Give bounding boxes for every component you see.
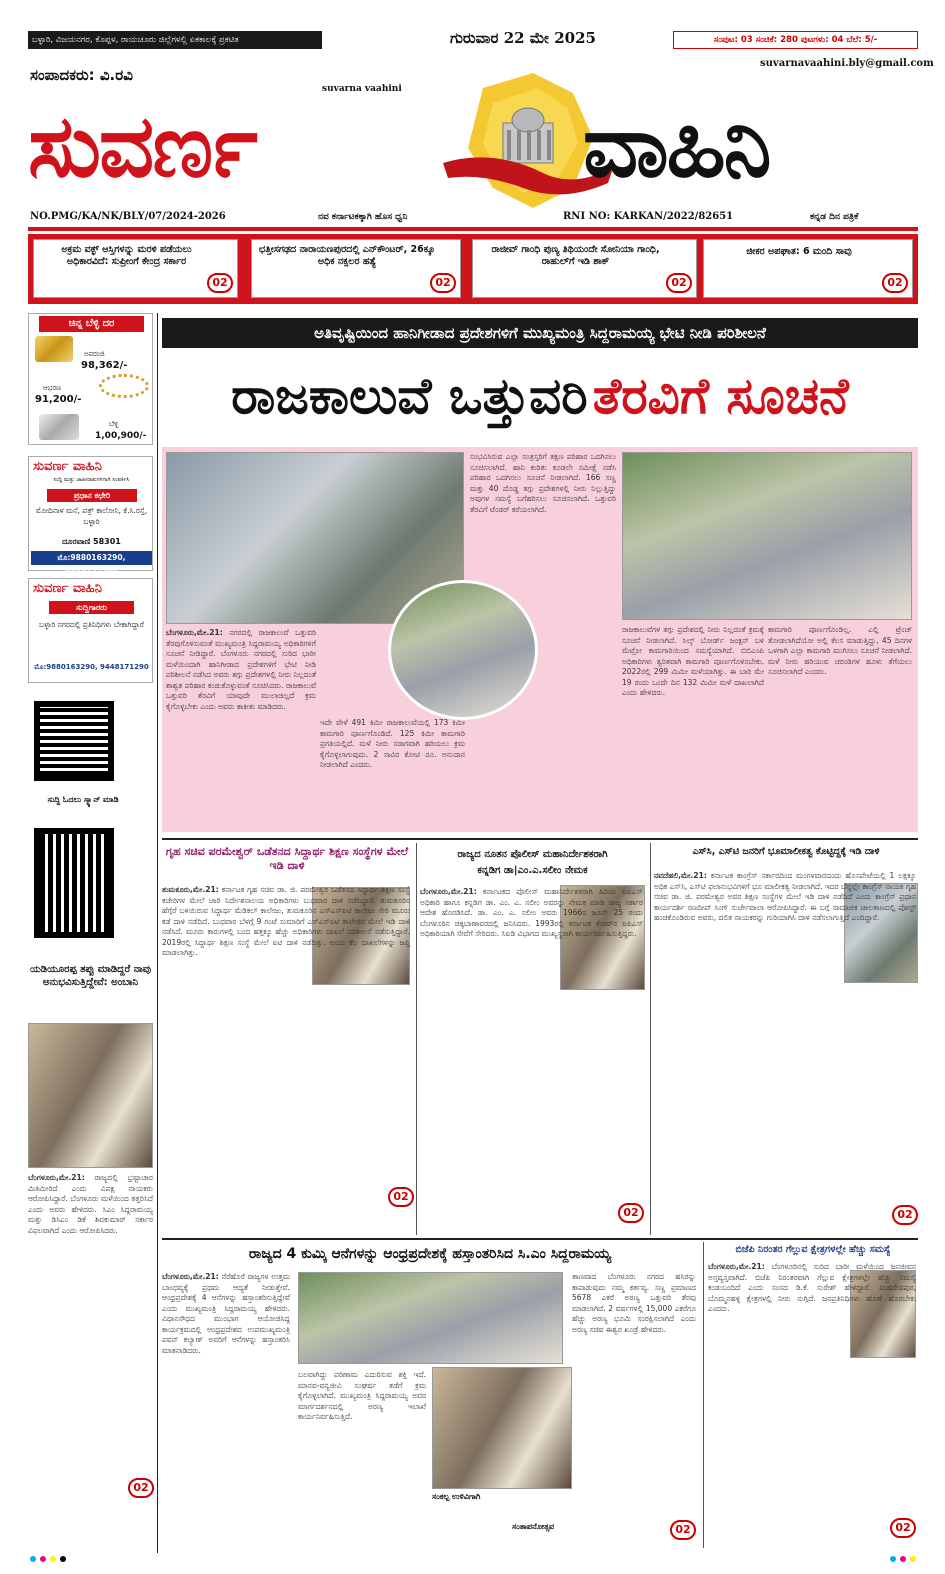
story-text: ಕರ್ನಾಟಕದ ಪೊಲೀಸ್ ಮಹಾನಿರ್ದೇಶಕರಾಗಿ ಹಿರಿಯ ಐಪಿಎಸ್ ಅಧಿಕಾರಿ ಹಾಗೂ ಕನ್ನಡಿಗ ಡಾ. ಎಂ. ಎ. ಸಲೀಂ ಅವರನ್ನು ನೇಮಕ ಮಾಡಿ ರಾಜ್ಯ ಸರ್ಕಾರ ಆದೇಶ ಹೊರಡಿಸಿದೆ. ಡಾ. ಎಂ. ಎ. ಸಲೀಂ ಅವರು 1966ರ ಜೂನ್ 25 ರಂದು ಬೆಂಗಳೂರಿನ ಚಿಕ್ಕಬಾಣಾವರದಲ್ಲಿ ಜನಿಸಿದರು. 1993ರಲ್ಲಿ ಕರ್ನಾಟಕ ಕೇಡರ್‌ನ ಐಪಿಎಸ್ ಅಧಿಕಾರಿಯಾಗಿ ಸೇವೆಗೆ ಸೇರಿದರು. ಸಿಐಡಿ ವಿಭಾಗದ ಮುಖ್ಯಸ್ಥರಾಗಿ ಕಾರ್ಯನಿರ್ವಹಿಸುತ್ತಿದ್ದರು. bbox=[420, 887, 643, 938]
page-badge: 02 bbox=[882, 273, 908, 293]
headline-line-2: ಕನ್ನಡಿಗ ಡಾ|ಎಂ.ಎ.ಸಲೀಂ ನೇಮಕ bbox=[477, 865, 588, 876]
gold-value-1: 98,362/- bbox=[81, 360, 128, 371]
gold-label-1: ಅಪರಂಜಿ bbox=[84, 350, 105, 358]
teaser-3[interactable] bbox=[472, 239, 697, 298]
col-divider bbox=[416, 843, 417, 1235]
page-badge: 02 bbox=[666, 273, 692, 293]
editor-line: ಸಂಪಾದಕರು: ವಿ.ರವಿ bbox=[30, 66, 133, 84]
lead-col-3 bbox=[470, 452, 616, 828]
teaser-text: ಜೀಕರ ಅಪಘಾತ: 6 ಮಂದಿ ಸಾವು bbox=[746, 246, 852, 257]
rni-number: RNI NO: KARKAN/2022/82651 bbox=[563, 211, 734, 222]
districts-banner: ಬಳ್ಳಾರಿ, ವಿಜಯನಗರ, ಕೊಪ್ಪಳ, ರಾಯಚೂರು ಜಿಲ್ಲೆಗಳಲ್ಲಿ ಏಕಕಾಲಕ್ಕೆ ಪ್ರಕಟಿತ bbox=[28, 31, 322, 49]
qr-code-1[interactable] bbox=[34, 701, 114, 781]
page-badge: 02 bbox=[128, 1478, 154, 1498]
masthead-title bbox=[28, 90, 918, 210]
story-text: ಕರ್ನಾಟಕ ಕಾಂಗ್ರೆಸ್ ಸರ್ಕಾರದಿಂದ ಮಂಗಳವಾರದಂದು ಹೊಸಪೇಟೆಯಲ್ಲಿ 1 ಲಕ್ಷಕ್ಕೂ ಅಧಿಕ ಎಸ್‌ಸಿ, ಎಸ್‌ಟಿ ಫಲಾನುಭವಿಗಳಿಗೆ ಭೂ ಮಾಲೀಕತ್ವ ನೀಡಲಾಗಿದೆ. ಇದರ ಬೆನ್ನಲ್ಲೇ ಕಾಂಗ್ರೆಸ್ ನಾಯಕ ಗೃಹ ಸಚಿವ ಡಾ. ಜಿ. ಪರಮೇಶ್ವರ ಅವರ ಶಿಕ್ಷಣ ಸಂಸ್ಥೆಗಳ ಮೇಲೆ ಇಡಿ ದಾಳಿ ನಡೆದಿದೆ ಎಂದು ಕಾಂಗ್ರೆಸ್ ಪ್ರಧಾನ ಕಾರ್ಯದರ್ಶಿ ರಣದೀಪ್ ಸಿಂಗ್ ಸುರ್ಜೇವಾಲಾ ಆರೋಪಿಸಿದ್ದಾರೆ. ಈ ಬಗ್ಗೆ ಸಾಮಾಜಿಕ ಜಾಲತಾಣದಲ್ಲಿ ಪೋಸ್ಟ್ ಹಂಚಿಕೊಂಡಿರುವ ಅವರು, ದಲಿತ ನಾಯಕರನ್ನು ಗುರಿಯಾಗಿಸಿ ದಾಳಿ ನಡೆಸಲಾಗುತ್ತಿದೆ ಎಂದಿದ್ದಾರೆ. bbox=[654, 871, 916, 922]
office-ad bbox=[28, 456, 153, 576]
ad-address: ಮೋದಿನಾಳ ಮನೆ, ಪತ್ರ್ ಕಾಲೋನಿ, ಕೆ.ಸಿ.ರಸ್ತೆ, ಬಳ್ಳಾರಿ bbox=[35, 506, 148, 526]
page-badge: 02 bbox=[890, 1518, 916, 1538]
dateline: ಬೆಂಗಳೂರು,ಮೇ.21: bbox=[708, 1262, 765, 1271]
ad-sub: ಸುದ್ದಿಗಾರರು bbox=[49, 601, 134, 614]
ad-mobile: ಮೊ:9880163290, 9448171290 bbox=[34, 663, 149, 671]
col-text: ಬಲವಾಗಿದ್ದು ಪರಿಣಾಮ ಎದುರಿಸುವ ಶಕ್ತಿ ಇದೆ. ಮಾನವ-ವನ್ಯಜೀವಿ ಸಂಘರ್ಷ ತಡೆಗೆ ಕ್ರಮ ಕೈಗೊಳ್ಳಲಾಗಿದೆ. ಮುಖ್ಯಮಂತ್ರಿ ಸಿದ್ದರಾಮಯ್ಯ ಅವರ ಮಾರ್ಗದರ್ಶನದಲ್ಲಿ ಅರಣ್ಯ ಇಲಾಖೆ ಕಾರ್ಯನಿರ್ವಹಿಸುತ್ತಿದೆ. bbox=[298, 1370, 426, 1421]
color-dot-cyan bbox=[890, 1556, 896, 1562]
page-badge: 02 bbox=[430, 273, 456, 293]
tagline: ನವ ಕರ್ನಾಟಕಕ್ಕಾಗಿ ಹೊಸ ಧ್ವನಿ bbox=[318, 212, 408, 222]
lead-col-2 bbox=[320, 628, 465, 828]
sidebar bbox=[28, 313, 153, 1553]
lead-col-1 bbox=[166, 628, 316, 828]
page-badge: 02 bbox=[892, 1205, 918, 1225]
col-text: ನೆರೆಹೊರೆ ರಾಜ್ಯಗಳ ಉತ್ತಮ ಬಾಂಧವ್ಯಕ್ಕೆ ಪ್ರಥಮ ಆದ್ಯತೆ ನೀಡುತ್ತೇವೆ. ಆಂಧ್ರಪ್ರದೇಶಕ್ಕೆ 4 ಆನೆಗಳನ್ನು ಹಸ್ತಾಂತರಿಸುತ್ತಿದ್ದೇವೆ ಎಂದು ಮುಖ್ಯಮಂತ್ರಿ ಸಿದ್ದರಾಮಯ್ಯ ಹೇಳಿದರು. ವಿಧಾನಸೌಧದ ಮುಂಭಾಗ ಆಯೋಜಿಸಿದ್ದ ಕಾರ್ಯಕ್ರಮದಲ್ಲಿ ಆಂಧ್ರಪ್ರದೇಶದ ಉಪಮುಖ್ಯಮಂತ್ರಿ ಪವನ್ ಕಲ್ಯಾಣ್ ಅವರಿಗೆ ಆನೆಗಳನ್ನು ಹಸ್ತಾಂತರಿಸಿ ಮಾತನಾಡಿದರು. bbox=[162, 1272, 290, 1355]
handover-photo bbox=[298, 1272, 563, 1364]
story-text: ಬೆಂಗಳೂರಿನಲ್ಲಿ ಸುರಿದ ಭಾರೀ ಮಳೆಯಿಂದ ಜನಜೀವನ ಅಸ್ತವ್ಯಸ್ತವಾಗಿದೆ. ಬಿಜೆಪಿ ನಿರಂತರವಾಗಿ ಗೆಲ್ಲುವ ಕ್ಷೇತ್ರಗಳಲ್ಲೇ ಹೆಚ್ಚು ಸಮಸ್ಯೆ ಕಂಡುಬಂದಿದೆ ಎಂದು ಸಂಸದ ಡಿ.ಕೆ. ಸುರೇಶ್ ಹೇಳಿದ್ದಾರೆ. ಮಹದೇವಪುರ, ಬೊಮ್ಮನಹಳ್ಳಿ ಕ್ಷೇತ್ರಗಳಲ್ಲಿ ನೀರು ನುಗ್ಗಿದೆ. ಜನಪ್ರತಿನಿಧಿಗಳು ಹೊಣೆ ಹೊರಬೇಕು ಎಂದರು. bbox=[708, 1262, 916, 1313]
title-right: ವಾಹಿನಿ bbox=[583, 97, 770, 197]
gold-title: ಚಿನ್ನ ಬೆಳ್ಳಿ ದರ bbox=[39, 316, 144, 332]
dateline: ಬೆಂಗಳೂರು,ಮೇ.21: bbox=[420, 887, 477, 896]
page-badge: 02 bbox=[207, 273, 233, 293]
story-elephants[interactable] bbox=[162, 1242, 698, 1548]
gold-rate-box bbox=[28, 313, 153, 445]
gold-label-3: ಬೆಳ್ಳಿ bbox=[109, 420, 119, 428]
lead-photo-2 bbox=[622, 452, 912, 620]
page-badge: 02 bbox=[388, 1187, 414, 1207]
page-badge: 02 bbox=[618, 1203, 644, 1223]
story-body bbox=[708, 1262, 916, 1544]
ad-text: ಬಳ್ಳಾರಿ ನಗರದಲ್ಲಿ ಪ್ರತಿನಿಧಿಗಳು ಬೇಕಾಗಿದ್ದಾರೆ bbox=[39, 620, 144, 629]
col-text: ತಾಣವಾದ ಬೆಂಗಳೂರು ನಗರದ ಹಸಿರನ್ನು ಕಾಪಾಡುವುದು ನಮ್ಮ ಕರ್ತವ್ಯ. ಸಣ್ಣ ಪ್ರಮಾಣದ 5678 ಎಕರೆ ಅರಣ್ಯ ಒತ್ತುವರಿ ತೆರವು ಮಾಡಲಾಗಿದೆ. 2 ವರ್ಷಗಳಲ್ಲಿ 15,000 ಎಕರೆಗೂ ಹೆಚ್ಚು ಅರಣ್ಯ ಭೂಮಿ ಸಂರಕ್ಷಿಸಲಾಗಿದೆ ಎಂದು ಅರಣ್ಯ ಸಚಿವ ಈಶ್ವರ ಖಂಡ್ರೆ ಹೇಳಿದರು. bbox=[572, 1272, 696, 1334]
silver-bars-icon bbox=[39, 414, 79, 440]
ad-label: ಪ್ರಧಾನ ಕಛೇರಿ bbox=[47, 489, 137, 502]
gold-value-3: 1,00,900/- bbox=[95, 431, 147, 441]
dateline: ಬೆಂಗಳೂರು,ಮೇ.21: bbox=[166, 628, 223, 637]
lead-col-5 bbox=[768, 625, 912, 828]
title-left: ಸುವರ್ಣ bbox=[28, 97, 256, 197]
story-bjp[interactable] bbox=[708, 1242, 918, 1548]
ad-mobile: ಮೊ:9880163290, 9448171290 bbox=[31, 551, 152, 565]
qr-caption: ಸುದ್ದಿ ಓದಲು ಸ್ಕ್ಯಾನ್ ಮಾಡಿ bbox=[47, 795, 119, 804]
teaser-text: ರಾಜೀವ್ ಗಾಂಧಿ ಪುಣ್ಯ ತಿಥಿಯಂದೇ ಸೋನಿಯಾ ಗಾಂಧಿ, ರಾಹುಲ್‌ಗೆ ಇಡಿ ಶಾಕ್ bbox=[491, 244, 660, 267]
paper-type: ಕನ್ನಡ ದಿನ ಪತ್ರಿಕೆ bbox=[810, 212, 859, 222]
elephant-col-1 bbox=[162, 1272, 290, 1544]
col-text: ಸಂಭವಿಸಿರುವ ಎಲ್ಲಾ ಸಂತ್ರಸ್ತರಿಗೆ ತಕ್ಷಣ ಪರಿಹಾರ ಒದಗಿಸಲು ಸೂಚಿಸಲಾಗಿದೆ. ಹಾನಿ ಕುರಿತು ಕೂಡಲೇ ಸಮೀಕ್ಷೆ ನಡೆಸಿ ಪರಿಹಾರ ಒದಗಿಸಲು ಸೂಚನೆ ನೀಡಲಾಗಿದೆ. 166 ಸಣ್ಣ ಮತ್ತು 40 ದೊಡ್ಡ ತಗ್ಗು ಪ್ರದೇಶಗಳಲ್ಲಿ ನೀರು ನಿಲ್ಲುತ್ತಿದ್ದು ಅವುಗಳ ಸಮಸ್ಯೆ ಬಗೆಹರಿಸಲು ಸೂಚಿಸಲಾಗಿದೆ. ಒತ್ತುವರಿ ತೆರವಿಗೆ ಟೆಂಡರ್ ಕರೆಯಲಾಗಿದೆ. bbox=[470, 452, 616, 514]
color-dot-magenta bbox=[900, 1556, 906, 1562]
color-dot-yellow bbox=[910, 1556, 916, 1562]
story-sc-st[interactable] bbox=[654, 843, 918, 1235]
reg-number: NO.PMG/KA/NK/BLY/07/2024-2026 bbox=[30, 211, 226, 222]
lead-headline bbox=[162, 352, 918, 440]
masthead-rule bbox=[28, 227, 918, 231]
top-strip bbox=[28, 31, 918, 51]
col-divider bbox=[650, 843, 651, 1235]
jewellery-icon bbox=[99, 374, 149, 398]
story-police[interactable] bbox=[420, 843, 645, 1235]
story-text: ಕರ್ನಾಟಕ ಗೃಹ ಸಚಿವ ಡಾ. ಜಿ. ಪರಮೇಶ್ವರ ಒಡೆತನದ ಸಿದ್ದಾರ್ಥ ಶಿಕ್ಷಣ ಸಂಸ್ಥೆ ಕಚೇರಿಗಳ ಮೇಲೆ ಜಾರಿ ನಿರ್ದೇಶನಾಲಯ ಅಧಿಕಾರಿಗಳು ಬುಧವಾರ ದಾಳಿ ನಡೆಸಿದ್ದಾರೆ. ತುಮಕೂರಿನ ಹೆಗ್ಗೆರೆ ಬಳಿಯಿರುವ ಸಿದ್ದಾರ್ಥ ಮೆಡಿಕಲ್ ಕಾಲೇಜು, ತುಮಕೂರಿನ ಎಸ್‌ಎಸ್‌ಐಟಿ ಕಾಲೇಜು ಸೇರಿ ಮೂರು ಕಡೆ ದಾಳಿ ನಡೆದಿದೆ. ಬುಧವಾರ ಬೆಳಗ್ಗೆ 9 ಗಂಟೆ ಸುಮಾರಿಗೆ ಎಸ್‌ಎಸ್‌ಐಟಿ ಕಾಲೇಜಿನ ಮೇಲೆ ಇಡಿ ದಾಳಿ ನಡೆಸಿದೆ. ಮೂರು ಕಾರುಗಳಲ್ಲಿ ಬಂದ ಹತ್ತಕ್ಕೂ ಹೆಚ್ಚು ಅಧಿಕಾರಿಗಳು ದಾಖಲೆ ಪರಿಶೀಲನೆ ನಡೆಸುತ್ತಿದ್ದಾರೆ. 2019ರಲ್ಲಿ ಸಿದ್ದಾರ್ಥ ಶಿಕ್ಷಣ ಸಂಸ್ಥೆ ಮೇಲೆ ಐಟಿ ದಾಳಿ ನಡೆದಿತ್ತು. ಅಂದು ಕೆಲ ದಾಖಲೆಗಳನ್ನು ಜಪ್ತಿ ಮಾಡಲಾಗಿತ್ತು. bbox=[162, 885, 410, 957]
story-parameshwar[interactable] bbox=[162, 843, 412, 1235]
col-text: ಕಾಮಗಾರಿ ಪೂರ್ಣಗೊಂಡಿಲ್ಲ. ಎಲ್ಲಿ ಟ್ರೆಂಚ್ ತೋಡಲಾಗಿದೆಯೋ ಅಲ್ಲಿ ಕೆಲಸ ಮಾಡುತ್ತಿದ್ದು, 45 ದಿನಗಳ ಒಳಗಾಗಿ ಎಲ್ಲಾ ಕಾಮಗಾರಿ ಮುಗಿಸಲು ಸೂಚನೆ ನೀಡಲಾಗಿದೆ. ಮಳೆ ನೀರು ಹರಿಯುವ ಚರಂಡಿಗಳ ಹೂಳು ತೆಗೆಯಲು ಸೂಚಿಸಲಾಗಿದೆ ಎಂದರು. bbox=[768, 625, 912, 676]
issue-info: ಸಂಪುಟ: 03 ಸಂಚಿಕೆ: 280 ಪುಟಗಳು: 04 ಬೆಲೆ: 5/- bbox=[673, 31, 918, 49]
qr-code-2[interactable] bbox=[34, 828, 114, 938]
caption-2: ಸಂತಾಪನೋತ್ಸವ bbox=[512, 1522, 555, 1531]
color-dot-magenta bbox=[40, 1556, 46, 1562]
dateline: ಬೆಂಗಳೂರು,ಮೇ.21: bbox=[162, 1272, 219, 1281]
color-dot-cyan bbox=[30, 1556, 36, 1562]
row-divider bbox=[162, 838, 918, 840]
elephant-col-3 bbox=[572, 1272, 696, 1544]
email: suvarnavaahini.bly@gmail.com bbox=[760, 58, 934, 69]
elephants-photo bbox=[432, 1367, 572, 1489]
ad-brand: ಸುವರ್ಣ ವಾಹಿನಿ bbox=[33, 581, 102, 596]
story-headline: ಬಿಜೆಪಿ ನಿರಂತರ ಗೆಲ್ಲುವ ಕ್ಷೇತ್ರಗಳಲ್ಲೇ ಹೆಚ್ಚು ಸಮಸ್ಯೆ bbox=[735, 1244, 891, 1255]
ad-brand: ಸುವರ್ಣ ವಾಹಿನಿ bbox=[33, 459, 102, 474]
story-headline: ರಾಜ್ಯದ 4 ಕುಮ್ಕಿ ಆನೆಗಳನ್ನು ಆಂಧ್ರಪ್ರದೇಶಕ್ಕೆ ಹಸ್ತಾಂತರಿಸಿದ ಸಿ.ಎಂ ಸಿದ್ದರಾಮಯ್ಯ bbox=[248, 1246, 612, 1262]
row-divider bbox=[162, 1238, 918, 1240]
teaser-4[interactable] bbox=[703, 239, 913, 298]
headline-red: ತೆರವಿಗೆ ಸೂಚನೆ bbox=[592, 367, 849, 425]
page-badge: 02 bbox=[670, 1520, 696, 1540]
lead-kicker: ಅತಿವೃಷ್ಟಿಯಿಂದ ಹಾನಿಗೀಡಾದ ಪ್ರದೇಶಗಳಿಗೆ ಮುಖ್ಯಮಂತ್ರಿ ಸಿದ್ದರಾಮಯ್ಯ ಭೇಟಿ ನೀಡಿ ಪರಿಶೀಲನೆ bbox=[162, 318, 918, 348]
color-dot-black bbox=[60, 1556, 66, 1562]
col-text: ಇದೇ ವೇಳೆ 491 ಕಿಮೀ ರಾಜಕಾಲುವೆಯಲ್ಲಿ 173 ಕಿಮೀ ಕಾಮಗಾರಿ ಪೂರ್ಣಗೊಂಡಿದೆ. 125 ಕಿಮೀ ಕಾಮಗಾರಿ ಪ್ರಗತಿಯಲ್ಲಿದೆ. ಮಳೆ ನೀರು ಸರಾಗವಾಗಿ ಹರಿಯಲು ಕ್ರಮ ಕೈಗೊಳ್ಳಲಾಗುವುದು. 2 ಸಾವಿರ ಕೋಟಿ ರೂ. ಅನುದಾನ ನೀಡಲಾಗಿದೆ ಎಂದರು. bbox=[320, 718, 465, 769]
side-story-body bbox=[28, 1173, 153, 1398]
dateline: ಬೆಂಗಳೂರು,ಮೇ.21: bbox=[28, 1173, 85, 1182]
teaser-text: ಅಕ್ರಮ ವಕ್ಫ್ ಆಸ್ತಿಗಳನ್ನು ಮರಳಿ ಪಡೆಯಲು ಅಧಿಕಾರವಿದೆ: ಸುಪ್ರೀಂಗೆ ಕೇಂದ್ರ ಸರ್ಕಾರ bbox=[61, 244, 192, 267]
dateline: ತುಮಕೂರು,ಮೇ.21: bbox=[162, 885, 219, 894]
col-text: ರಾಜಕಾಲುವೆಗಳ ತಗ್ಗು ಪ್ರದೇಶದಲ್ಲಿ ನೀರು ನಿಲ್ಲದಂತೆ ಕ್ರಮಕ್ಕೆ ಸೂಚನೆ ನೀಡಲಾಗಿದೆ. ಸಿಲ್ಕ್ ಬೋರ್ಡ್ ಜಂಕ್ಷನ್ ಬಳಿ ಮೆಟ್ರೋ ಕಾಮಗಾರಿಯಿಂದ ಸಮಸ್ಯೆಯಾಗಿದೆ. ಬಿಬಿಎಂಪಿ ಅಧಿಕಾರಿಗಳು ತ್ವರಿತವಾಗಿ ಕಾಮಗಾರಿ ಪೂರ್ಣಗೊಳಿಸಬೇಕು. 2022ರಲ್ಲಿ 299 ಮಿಮೀ ಮಳೆಯಾಗಿತ್ತು. ಈ ಬಾರಿ ಮೇ 19 ರಂದು ಒಂದೇ ದಿನ 132 ಮಿಮೀ ಮಳೆ ದಾಖಲಾಗಿದೆ ಎಂದು ಹೇಳಿದರು. bbox=[622, 625, 764, 697]
teaser-1[interactable] bbox=[33, 239, 238, 298]
story-headline: ಗೃಹ ಸಚಿವ ಪರಮೇಶ್ವರ್ ಒಡೆತನದ ಸಿದ್ದಾರ್ಥ ಶಿಕ್ಷಣ ಸಂಸ್ಥೆಗಳ ಮೇಲೆ ಇಡಿ ದಾಳಿ bbox=[165, 845, 409, 872]
gold-value-2: 91,200/- bbox=[35, 394, 82, 405]
issue-date: ಗುರುವಾರ 22 ಮೇ 2025 bbox=[450, 29, 596, 47]
small-name: suvarna vaahini bbox=[322, 84, 402, 94]
teaser-2[interactable] bbox=[251, 239, 461, 298]
story-body bbox=[420, 887, 643, 1232]
elephant-col-2 bbox=[298, 1370, 426, 1542]
sidebar-divider bbox=[157, 313, 158, 1553]
side-story-photo bbox=[28, 1023, 153, 1168]
teaser-text: ಛತ್ತೀಸಗಢದ ನಾರಾಯಣಪುರದಲ್ಲಿ ಎನ್‌ಕೌಂಟರ್, 26ಕ್ಕೂ ಅಧಿಕ ನಕ್ಸಲರ ಹತ್ಯೆ bbox=[259, 244, 435, 267]
ad-phone: ದೂರವಾಣಿ 58301 bbox=[62, 537, 121, 546]
registration-marks bbox=[30, 1556, 920, 1564]
story-body bbox=[654, 871, 916, 1231]
reporters-ad bbox=[28, 578, 153, 683]
story-headline: ಎಸ್‌ಸಿ, ಎಸ್‌ಟಿ ಜನರಿಗೆ ಭೂಮಾಲೀಕತ್ವ ಕೊಟ್ಟಿದ್ದಕ್ಕೆ ಇಡಿ ದಾಳಿ bbox=[692, 846, 880, 857]
col-text: ನಗರದಲ್ಲಿ ರಾಜಕಾಲುವೆ ಒತ್ತುವರಿ ತೆರವುಗೊಳಿಸುವಂತೆ ಮುಖ್ಯಮಂತ್ರಿ ಸಿದ್ದರಾಮಯ್ಯ ಅಧಿಕಾರಿಗಳಿಗೆ ಸೂಚನೆ ನೀಡಿದ್ದಾರೆ. ಬೆಂಗಳೂರು ನಗರದಲ್ಲಿ ಸುರಿದ ಭಾರೀ ಮಳೆಯಿಂದಾಗಿ ಹಾನಿಗೀಡಾದ ಪ್ರದೇಶಗಳಿಗೆ ಭೇಟಿ ನೀಡಿ ಪರಿಶೀಲನೆ ನಡೆಸಿದ ಅವರು ತಗ್ಗು ಪ್ರದೇಶಗಳಲ್ಲಿ ನೀರು ನಿಲ್ಲದಂತೆ ಶಾಶ್ವತ ಪರಿಹಾರ ಕಂಡುಕೊಳ್ಳುವಂತೆ ಸೂಚಿಸಿದರು. ರಾಜಕಾಲುವೆ ಒತ್ತುವರಿ ತೆರವಿಗೆ ಯಾವುದೇ ಮುಲಾಜಿಲ್ಲದೆ ಕ್ರಮ ಕೈಗೊಳ್ಳಬೇಕು ಎಂದು ಅವರು ತಾಕೀತು ಮಾಡಿದರು. bbox=[166, 628, 316, 711]
gold-bars-icon bbox=[35, 336, 73, 362]
gold-label-2: ಆಭರಣ bbox=[43, 384, 62, 392]
story-body bbox=[162, 885, 410, 1230]
story-text: ರಾಜ್ಯದಲ್ಲಿ ಭ್ರಷ್ಟಾಚಾರ ಮಿತಿಮೀರಿದೆ ಎಂದು ವಿಪಕ್ಷ ನಾಯಕರು ಆರೋಪಿಸಿದ್ದಾರೆ. ಬೆಂಗಳೂರು ಮಳೆಯಿಂದ ತತ್ತರಿಸಿದೆ ಎಂದು ಅವರು ಹೇಳಿದರು. ಸಿಎಂ ಸಿದ್ದರಾಮಯ್ಯ ಮತ್ತು ಡಿಸಿಎಂ ಡಿಕೆ ಶಿವಕುಮಾರ್ ಸರ್ಕಾರ ವಿಫಲವಾಗಿದೆ ಎಂದು ಆರೋಪಿಸಿದರು. bbox=[28, 1173, 153, 1235]
ad-sub: ಸುದ್ದಿ ಮತ್ತು ಜಾಹೀರಾತುಗಳಿಗಾಗಿ ಸಂಪರ್ಕಿಸಿ bbox=[53, 477, 130, 483]
dateline: ನವದೆಹಲಿ,ಮೇ.21: bbox=[654, 871, 707, 880]
headline-black: ರಾಜಕಾಲುವೆ ಒತ್ತುವರಿ bbox=[231, 367, 588, 425]
col-divider bbox=[703, 1242, 704, 1548]
caption-1: ಸಂಕಲ್ಪ ಉಳಿವಿಗಾಗಿ bbox=[432, 1492, 481, 1501]
lead-col-4 bbox=[622, 625, 764, 828]
color-dot-yellow bbox=[50, 1556, 56, 1562]
side-story-headline: ಯಡಿಯೂರಪ್ಪ ತಪ್ಪು ಮಾಡಿದ್ದರೆ ನಾವು ಅನುಭವಿಸುತ್ತಿದ್ದೇವೆ: ಅಂಬಾನಿ bbox=[30, 964, 151, 988]
headline-line-1: ರಾಜ್ಯದ ನೂತನ ಪೊಲೀಸ್ ಮಹಾನಿರ್ದೇಶಕರಾಗಿ bbox=[457, 849, 608, 860]
